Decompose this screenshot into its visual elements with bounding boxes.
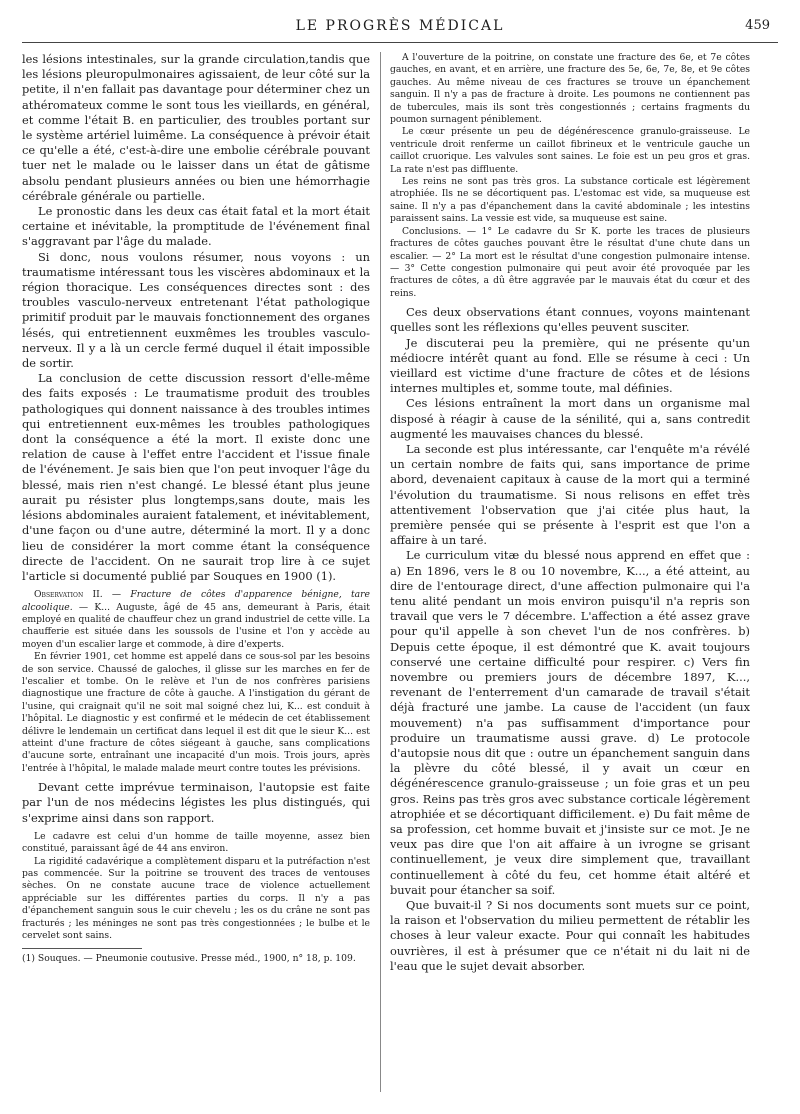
paragraph: A l'ouverture de la poitrine, on constate une fracture des 6e, et 7e côtes gauches, en avant, et en arrière, une fracture des 5e, 6e, 7e, 8e, et 9e côtes gauches. Au même niveau de ces fractures se trouve un épanchement sanguin. Il n'y a pas de fracture à droite. Les poumons ne contiennent pas de tubercules, mais ils sont très congestionnés ; certains fragments du poumon surnagent péniblement. — [390, 52, 750, 126]
page-header — [22, 18, 778, 40]
autopsy-report-continued — [390, 52, 750, 300]
paragraph: les lésions intestinales, sur la grande circulation,tandis que les lésions pleuropulmonaires agissaient, de leur côté sur la petite, il n'en fallait pas davantage pour déterminer chez un athéromateux comme le sont tous les vieillards, en général, et comme l'était B. en particulier, des troubles portant sur le système artériel luimême. La conséquence à prévoir était ce qu'elle a été, c'est-à-dire une embolie cérébrale pouvant tuer net le malade ou le laisser dans un état de gâtisme absolu pendant plusieurs années ou bien une hémorrhagie cérébrale générale ou partielle. — [22, 52, 370, 203]
observation-text: — K... Auguste, âgé de 45 ans, demeurant à Paris, était employé en qualité de chauffeur chez un grand industriel de cette ville. La chaufferie est située dans les soussols de l'usine et l'on y accède au moyen d'un escalier large et commode, à dire d'experts. — [22, 601, 371, 650]
paragraph: La rigidité cadavérique a complètement disparu et la putréfaction n'est pas commencée. Sur la poitrine se trouvent des traces de ventouses sèches. On ne constate aucune trace de violence actuellement appréciable sur les différentes parties du corps. Il n'y a pas d'épanchement sanguin sous le cuir chevelu ; les os du crâne ne sont pas fracturés ; les méninges ne sont pas très congestionnées ; le bulbe et le cervelet sont sains. — [22, 855, 370, 942]
right-column — [390, 52, 750, 974]
observation-title: — Fracture de côtes d'apparence bénigne, tare alcoolique. — [22, 589, 370, 613]
journal-title: LE PROGRÈS MÉDICAL — [295, 18, 505, 34]
paragraph: Si donc, nous voulons résumer, nous voyons : un traumatisme intéressant tous les viscères abdominaux et la région thoracique. Les conséquences directes sont : des troubles vasculo-nerveux entretenant l'état pathologique primitif produit par le mauvais fonctionnement des organes lésés, qui entretiennent euxmêmes les troubles vasculo-nerveux. Il y a là un cercle fermé duquel il était impossible de sortir. — [22, 249, 370, 371]
conclusions: Conclusions. — 1° Le cadavre du Sr K. porte les traces de plusieurs fractures de côtes gauches pouvant être le résultat d'une chute dans un escalier. — 2° La mort est le résultat d'une congestion pulmonaire intense. — 3° Cette congestion pulmonaire qui peut avoir été provoquée par les fractures de côtes, a dû être aggravée par le mauvais état du cœur et des reins. — [390, 225, 750, 299]
observation-label: Observation II. — [34, 589, 103, 601]
paragraph: Ces deux observations étant connues, voyons maintenant quelles sont les réflexions qu'elles peuvent susciter. — [390, 305, 750, 335]
paragraph: Ces lésions entraînent la mort dans un organisme mal disposé à réagir à cause de la sénilité, qui a, sans contredit augmenté les mauvaises chances du blessé. — [390, 396, 750, 441]
paragraph: La conclusion de cette discussion ressort d'elle-même des faits exposés : Le traumatisme produit des troubles pathologiques qui donnent naissance à des troubles intimes qui entretiennent eux-mêmes les troubles pathologiques dont la conséquence a été la mort. Il existe donc une relation de cause à l'effet entre l'accident et l'issue finale de l'événement. Je sais bien que l'on peut invoquer l'âge du blessé, mais rien n'est changé. Le blessé étant plus jeune aurait pu résister plus longtemps,sans doute, mais les lésions abdominales auraient fatalement, et inévitablement, d'une façon ou d'une autre, déterminé la mort. Il y a donc lieu de considérer la mort comme étant la conséquence directe de l'accident. On ne saurait trop lire à ce sujet l'article si documenté publié par Souques en 1900 (1). — [22, 371, 370, 583]
paragraph: Je discuterai peu la première, qui ne présente qu'un médiocre intérêt quant au fond. Elle se résume à ceci : Un vieillard est victime d'une fracture de côtes et de lésions internes multiples et, somme toute, mal définies. — [390, 335, 750, 396]
left-column — [22, 52, 370, 965]
paragraph: Devant cette imprévue terminaison, l'autopsie est faite par l'un de nos médecins légistes les plus distingués, qui s'exprime ainsi dans son rapport. — [22, 780, 370, 825]
observation-block — [22, 589, 370, 775]
footnote: (1) Souques. — Pneumonie coutusive. Presse méd., 1900, n° 18, p. 109. — [22, 953, 356, 965]
column-divider — [380, 52, 381, 1092]
paragraph: La seconde est plus intéressante, car l'enquête m'a révélé un certain nombre de faits qui, sans importance de prime abord, devenaient capitaux à cause de la mort qui a terminé l'évolution du traumatisme. Si nous relisons en effet très attentivement l'observation que j'ai citée plus haut, la première pensée qui se présente à l'esprit est que l'on a affaire à un taré. — [390, 441, 750, 548]
paragraph: Les reins ne sont pas très gros. La substance corticale est légèrement atrophiée. Ils ne se décortiquent pas. L'estomac est vide, sa muqueuse est saine. Il n'y a pas d'épanchement dans la cavité abdominale ; les intestins paraissent sains. La vessie est vide, sa muqueuse est saine. — [390, 176, 750, 225]
paragraph: Le curriculum vitæ du blessé nous apprend en effet que : a) En 1896, vers le 8 ou 10 novembre, K..., a été atteint, au dire de l'entourage direct, d'une affection pulmonaire qui l'a tenu alité pendant un mois environ puisqu'il n'a repris son travail que vers le 7 décembre. L'affection a été assez grave pour qu'il appelle à son chevet l'un de nos confrères. b) Depuis cette époque, il est démontré que K. avait toujours conservé une certaine difficulté pour respirer. c) Vers fin novembre ou premiers jours de décembre 1897, K..., revenant de l'enterrement d'un camarade de travail s'était déjà fracturé une jambe. La cause de l'accident (un faux mouvement) n'a pas suffisamment d'importance pour produire un traumatisme aussi grave. d) Le protocole d'autopsie nous dit que : outre un épanchement sanguin dans la plèvre du côté blessé, il y avait un cœur en dégénérescence granulo-graisseuse ; un foie gras et un peu gros. Reins pas très gros avec substance corticale légèrement atrophiée et se décortiquant difficilement. e) Du fait même de sa profession, cet homme buvait et j'insiste sur ce mot. Je ne veux pas dire que l'on ait affaire à un ivrogne se grisant continuellement, je veux dire simplement que, travaillant continuellement à côté du feu, cet homme était altéré et buvait pour étancher sa soif. — [390, 548, 750, 897]
paragraph: Le pronostic dans les deux cas était fatal et la mort était certaine et inévitable, la promptitude de l'événement final s'aggravant par l'âge du malade. — [22, 204, 370, 249]
header-rule — [22, 42, 778, 43]
page-number: 459 — [745, 18, 770, 33]
paragraph: Le cadavre est celui d'un homme de taille moyenne, assez bien constitué, paraissant âgé de 44 ans environ. — [22, 830, 370, 855]
paragraph: En février 1901, cet homme est appelé dans ce sous-sol par les besoins de son service. Chaussé de galoches, il glisse sur les marches en fer de l'escalier et tombe. On le relève et l'un de nos confrères parisiens diagnostique une fracture de côte à gauche. A l'instigation du gérant de l'usine, qui craignait qu'il ne soit mal soigné chez lui, K... est conduit à l'hôpital. Le diagnostic y est confirmé et le médecin de cet établissement délivre le lendemain un certificat dans lequel il est dit que le sieur K... est atteint d'une fracture de côtes siégeant à gauche, sans complications d'aucune sorte, entraînant une incapacité d'un mois. Trois jours, après l'entrée à l'hôpital, le malade malade meurt contre toutes les prévisions. — [22, 651, 370, 774]
footnote-rule — [22, 948, 142, 949]
paragraph: Le cœur présente un peu de dégénérescence granulo-graisseuse. Le ventricule droit renferme un caillot fibrineux et le ventricule gauche un caillot cruorique. Les valvules sont saines. Le foie est un peu gros et gras. La rate n'est pas diffluente. — [390, 126, 750, 175]
paragraph: Que buvait-il ? Si nos documents sont muets sur ce point, la raison et l'observation du milieu permettent de rétablir les choses à leur valeur exacte. Pour qui connaît les habitudes ouvrières, il est à présumer que ce n'était ni du lait ni de l'eau que le sujet devait absorber. — [390, 898, 750, 973]
autopsy-report — [22, 831, 370, 943]
